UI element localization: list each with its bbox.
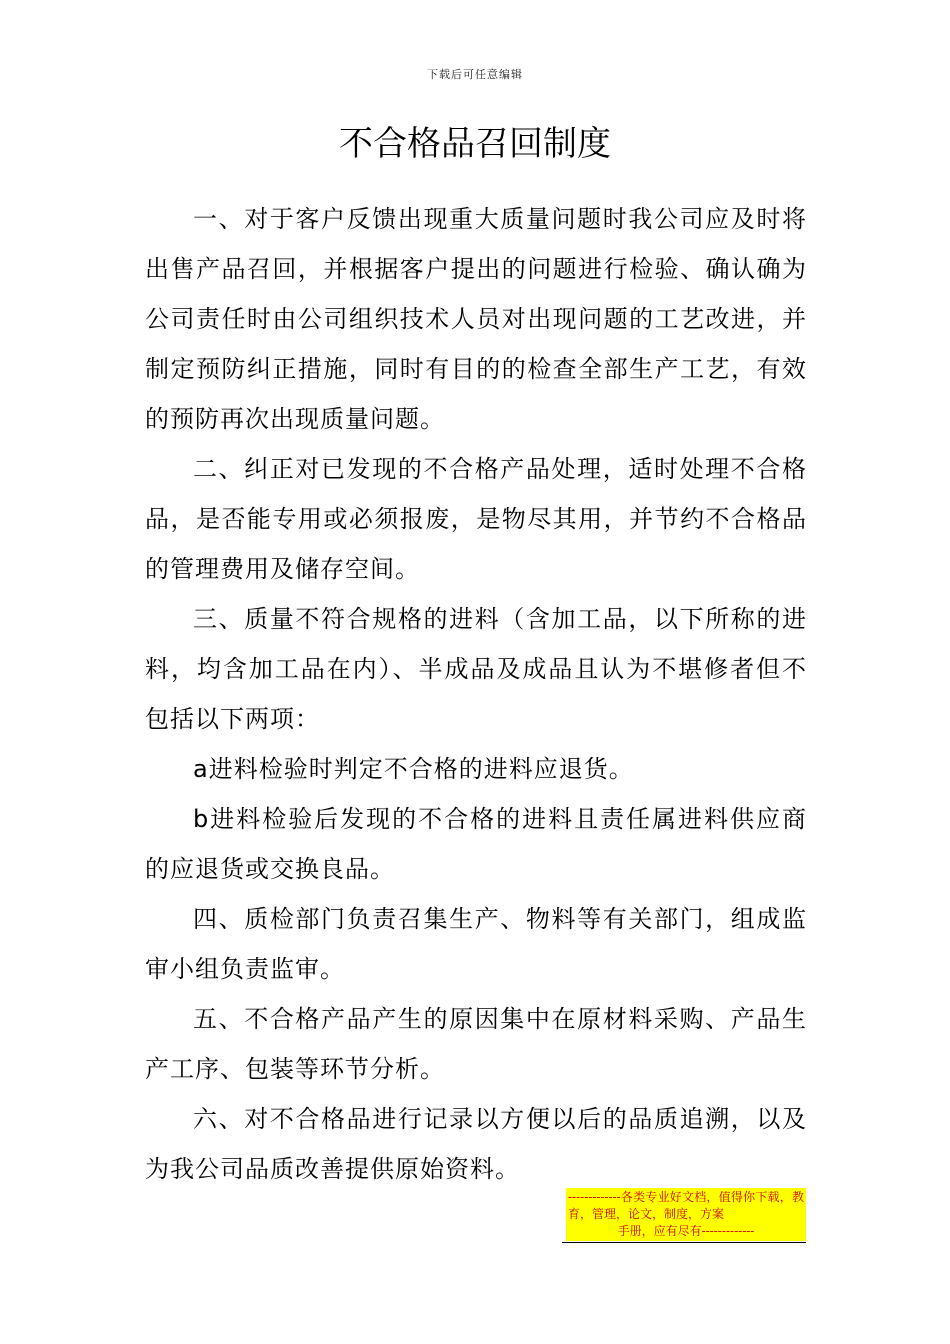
paragraph-3: 三、质量不符合规格的进料（含加工品，以下所称的进料，均含加工品在内）、半成品及成品且认为不堪修者但不包括以下两项： (145, 605, 807, 733)
advert-underline (562, 1242, 806, 1243)
paragraph-2: 二、纠正对已发现的不合格产品处理，适时处理不合格品，是否能专用或必须报废，是物尽其用，并节约不合格品的管理费用及储存空间。 (145, 455, 807, 583)
sub-item-b: b进料检验后发现的不合格的进料且责任属进料供应商的应退货或交换良品。 (145, 805, 807, 883)
advert-text-line-2: 手册，应有尽有------------- (617, 1224, 755, 1238)
paragraph-4: 四、质检部门负责召集生产、物料等有关部门，组成监审小组负责监审。 (145, 905, 807, 983)
advert-banner (566, 1188, 806, 1241)
document-body (145, 194, 807, 1194)
header-note: 下载后可任意编辑 (427, 68, 523, 81)
paragraph-1: 一、对于客户反馈出现重大质量问题时我公司应及时将出售产品召回，并根据客户提出的问题进行检验、确认确为公司责任时由公司组织技术人员对出现问题的工艺改进，并制定预防纠正措施，同时有目的的检查全部生产工艺，有效的预防再次出现质量问题。 (145, 205, 807, 433)
paragraph-6: 六、对不合格品进行记录以方便以后的品质追溯，以及为我公司品质改善提供原始资料。 (145, 1105, 807, 1183)
paragraph-5: 五、不合格产品产生的原因集中在原材料采购、产品生产工序、包装等环节分析。 (145, 1005, 807, 1083)
document-title: 不合格品召回制度 (339, 124, 611, 164)
sub-item-a: a进料检验时判定不合格的进料应退货。 (193, 755, 634, 783)
advert-text-line-1: -------------各类专业好文档，值得你下载，教育，管理，论文，制度，方案 (568, 1190, 804, 1221)
